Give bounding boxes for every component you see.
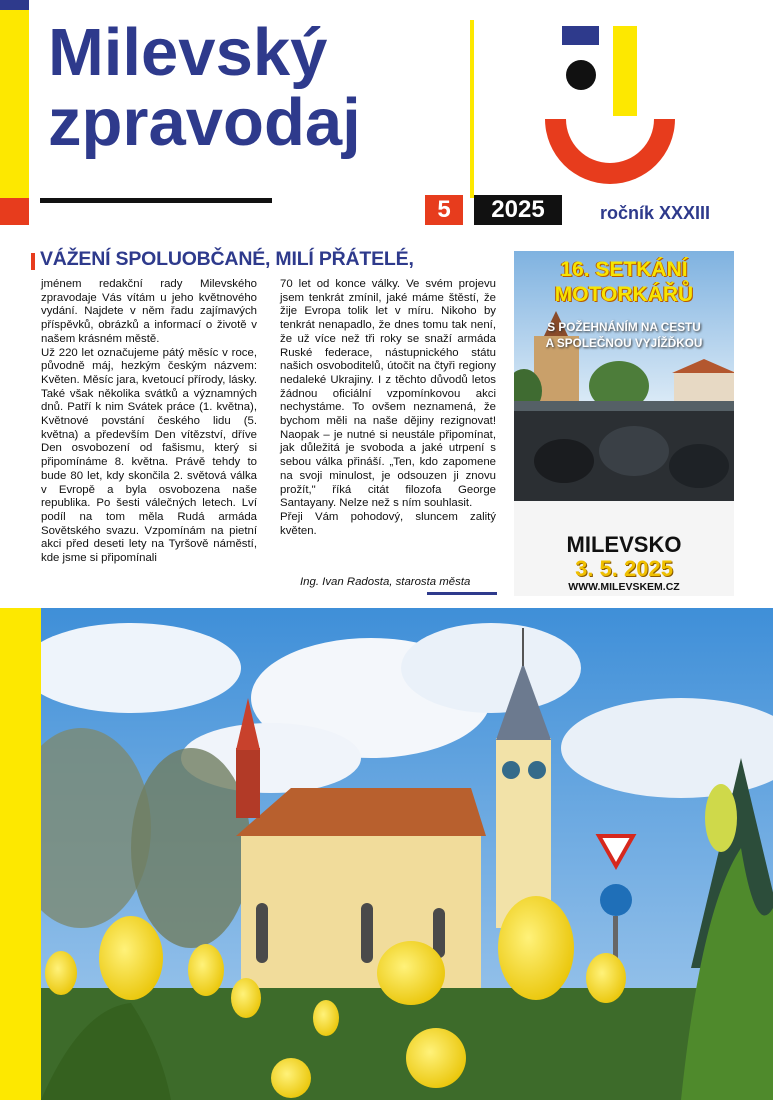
issue-number: 5 (425, 195, 463, 225)
article-column-2: 70 let od konce války. Ve svém projevu jsem tenkrát zmínil, jaké máme štěstí, že žije Evropa tolik let v míru. Nikoho by tenkrát nenapadlo, že dnes tomu tak není, že už více než tři roky se snaží armáda Ruské federace, nástupnického státu našich osvoboditelů, útočit na čtyři regiony nedaleké Ukrajiny. I z těchto důvodů letos žádnou oficiální vzpomínkovou akci nechystáme. To ovšem neznamená, že bychom měli na naše dějiny rezignovat! Naopak – je nutné si neustále připomínat, jak důležitá je svoboda a jaké utrpení s sebou válka přináší. „Ten, kdo zapomene na svoji minulost, je odsouzen ji znovu prožít," říká citát filozofa George Santayany. Nelze než s ním souhlasit. Přeji Vám pohodový, sluncem zalitý květen. (280, 278, 496, 537)
article-heading: VÁŽENÍ SPOLUOBČANÉ, MILÍ PŘÁTELÉ, (40, 248, 414, 270)
motorcycle-event-poster (514, 251, 734, 596)
logo-blue-block (562, 26, 599, 45)
heading-accent (31, 253, 35, 270)
poster-title-line-2: MOTORKÁŘŮ (554, 283, 694, 306)
article-column-1: jménem redakční rady Milevského zpravodaje Vás vítám u jeho květnového vydání. Najdete v něm řadu zajímavých příspěvků, obrázků a informací o životě v našem krásném městě. Už 220 let označujeme pátý měsíc v roce, původně máj, hezkým českým názvem: Květen. Měsíc jara, kvetoucí přírody, lásky. Také však několika svátků a významných dnů. Patří k nim Svátek práce (1. května), Květnové povstání českého lidu (5. května) a především Den vítězství, dříve Den osvobození od fašismu, který si připomínáme 8. května. Právě tehdy to bude 80 let, kdy skončila 2. světová válka v Evropě a byla osvobozena naše republika. Po šesti válečných letech. Lví podíl na tom měla Rudá armáda Sovětského svazu. Vzpomínám na pietní akci před deseti lety na Tyršově náměstí, kde jsme si připomínali (41, 278, 257, 565)
logo-yellow-bar (613, 26, 637, 116)
title-underline (40, 198, 272, 203)
poster-title-line-1: 16. SETKÁNÍ (560, 258, 688, 281)
color-strip-blue (0, 0, 29, 10)
title-line-1: Milevský (48, 15, 328, 90)
church-tulips-photo (41, 608, 773, 1100)
color-strip-yellow-lower (0, 608, 41, 1100)
volume-label: ročník XXXIII (600, 203, 711, 223)
color-strip-yellow (0, 10, 29, 198)
logo-red-arc (545, 119, 675, 184)
photo-illustration (41, 608, 773, 1100)
logo-black-dot (566, 60, 596, 90)
milevsko-logo-icon (540, 24, 680, 186)
issue-year: 2025 (474, 195, 562, 225)
poster-subtitle (514, 319, 734, 351)
signature-line (427, 592, 497, 595)
poster-title (514, 257, 734, 307)
poster-date: 3. 5. 2025 (575, 556, 673, 581)
newspaper-title (48, 15, 361, 160)
article-signature: Ing. Ivan Radosta, starosta města (300, 576, 471, 588)
poster-subtitle-line-2: A SPOLEČNOU VYJÍŽĎKOU (545, 336, 703, 350)
title-line-2: zpravodaj (48, 85, 361, 160)
poster-subtitle-line-1: S POŽEHNÁNÍM NA CESTU (547, 320, 701, 334)
color-strip-red (0, 198, 29, 225)
poster-city: MILEVSKO (566, 532, 682, 557)
poster-website: WWW.MILEVSKEM.CZ (568, 581, 680, 593)
divider-yellow (470, 20, 474, 198)
